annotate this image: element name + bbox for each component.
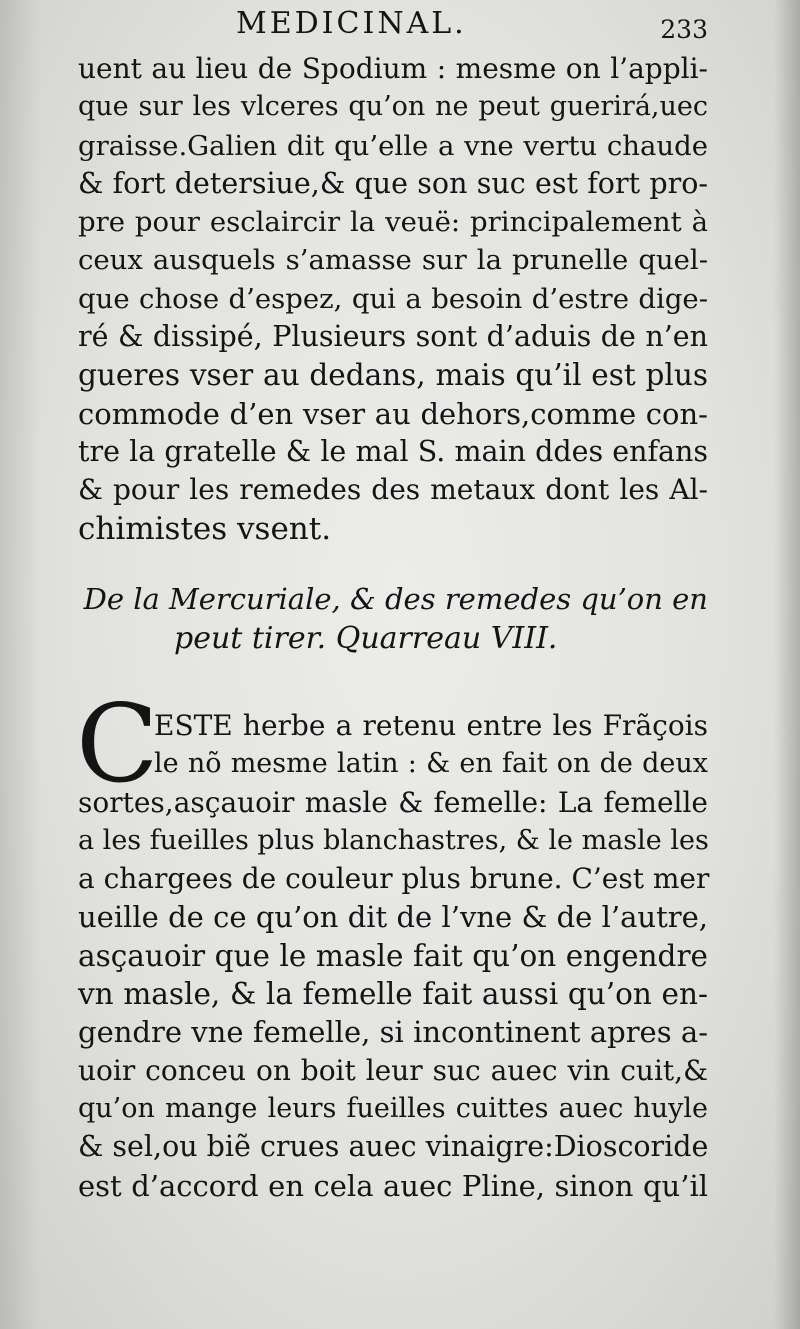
text-line: ceux ausquels s’amasse sur la prunelle quel-	[78, 244, 708, 277]
text-line: chimistes vsent.	[78, 510, 332, 547]
text-line: uoir conceu on boit leur suc auec vin cuit,&	[78, 1053, 708, 1087]
text-line: uent au lieu de Spodium : mesme on l’appli-	[78, 52, 708, 85]
page-shadow-left	[0, 0, 40, 1329]
text-line: ESTE herbe a retenu entre les Frãçois	[154, 709, 708, 742]
page-number: 233	[660, 15, 708, 44]
text-line: commode d’en vser au dehors,comme con-	[78, 396, 708, 431]
text-line: & fort detersiue,& que son suc est fort pro-	[78, 166, 708, 200]
text-line: asçauoir que le masle fait qu’on engendre	[78, 938, 708, 973]
text-line: gueres vser au dedans, mais qu’il est plus	[78, 358, 708, 393]
text-line: sortes,asçauoir masle & femelle: La femelle	[78, 785, 708, 819]
text-line: a les fueilles plus blanchastres, & le masle les	[78, 824, 709, 856]
text-line: vn masle, & la femelle fait aussi qu’on en-	[78, 977, 708, 1012]
chapter-heading	[78, 579, 708, 659]
text-block-chapter	[76, 682, 710, 1205]
text-line: & sel,ou biẽ crues auec vinaigre:Dioscoride	[78, 1130, 709, 1164]
text-line: qu’on mange leurs fueilles cuittes auec huyle	[78, 1092, 708, 1124]
text-line: le nõ mesme latin : & en fait on de deux	[154, 748, 708, 780]
text-line: ré & dissipé, Plusieurs sont d’aduis de n’en	[78, 320, 708, 354]
chapter-heading-line-1: De la Mercuriale, & des remedes qu’on en	[83, 582, 708, 616]
text-block-continued	[78, 50, 708, 548]
text-line: est d’accord en cela auec Pline, sinon qu’il	[78, 1168, 708, 1203]
text-line: ueille de ce qu’on dit de l’vne & de l’autre,	[78, 900, 708, 935]
text-line: que chose d’espez, qui a besoin d’estre dige-	[78, 282, 708, 315]
chapter-heading-line-2: peut tirer. Quarreau VIII.	[174, 621, 558, 656]
text-line: graisse.Galien dit qu’elle a vne vertu chaude	[78, 129, 708, 162]
text-line: que sur les vlceres qu’on ne peut guerirá,uec	[78, 91, 708, 123]
drop-cap: C	[76, 682, 159, 807]
text-line: pre pour esclaircir la veuë: principalement à	[78, 206, 708, 239]
text-line: & pour les remedes des metaux dont les Al-	[78, 473, 708, 507]
text-line: a chargees de couleur plus brune. C’est mer	[78, 862, 710, 896]
page-shadow-right	[774, 0, 800, 1329]
text-line: tre la gratelle & le mal S. main ddes enfans	[78, 434, 708, 468]
running-title: MEDICINAL.	[236, 6, 467, 41]
text-line: gendre vne femelle, si incontinent apres a-	[78, 1015, 708, 1050]
